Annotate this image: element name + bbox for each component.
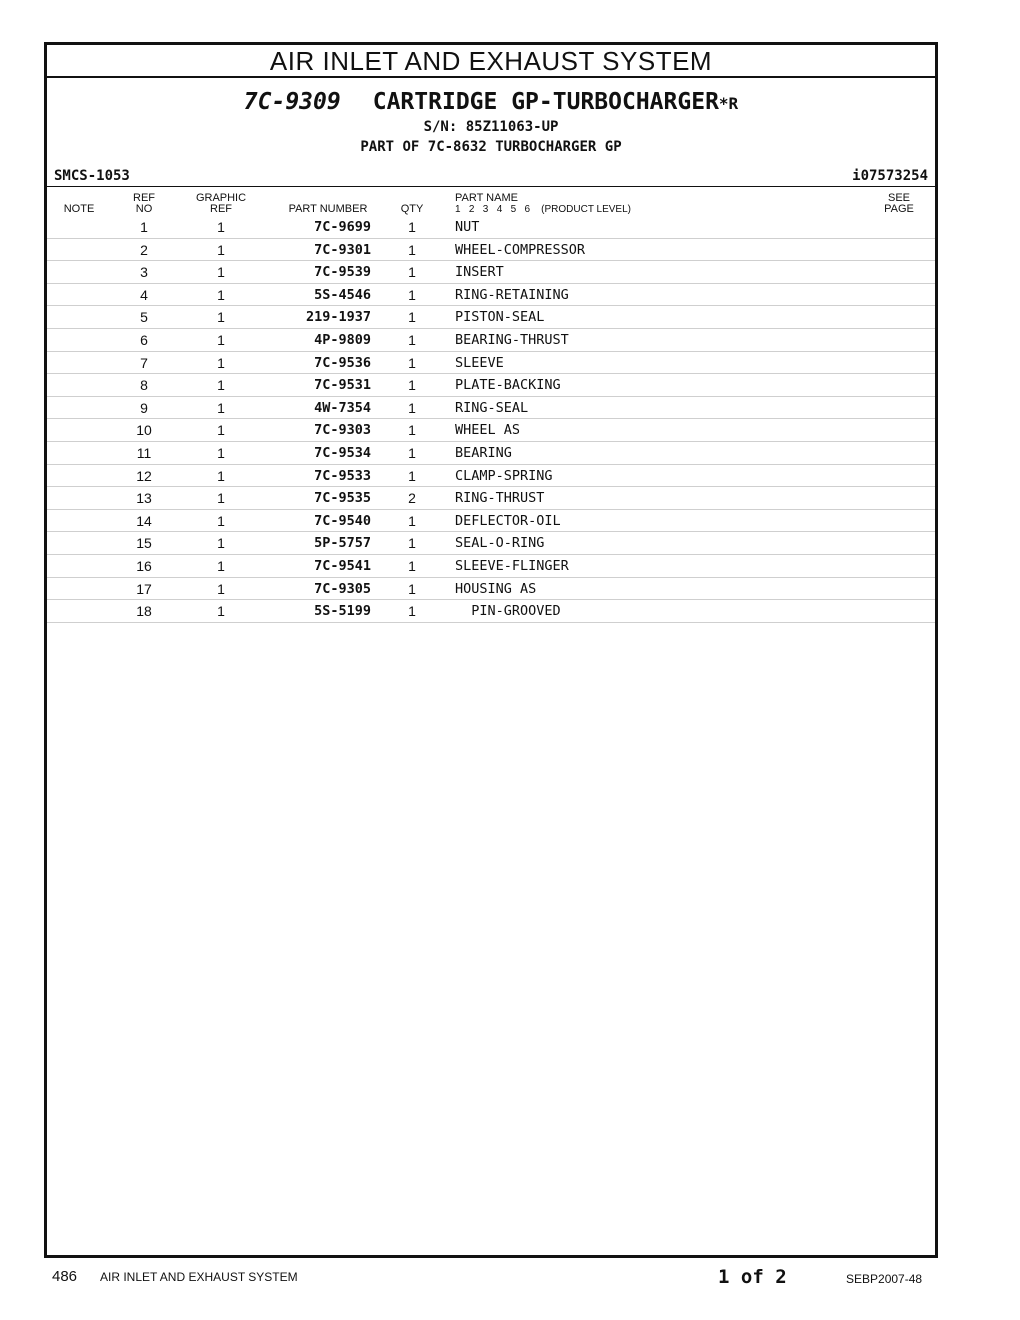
graphic-ref-cell: 1: [217, 399, 225, 416]
table-row: [47, 306, 935, 329]
parts-table-body: [47, 216, 935, 623]
qty-cell: 1: [408, 264, 416, 281]
qty-cell: 1: [408, 354, 416, 371]
part-number-cell: 7C-9541: [314, 557, 371, 574]
column-header-graphic-ref: [193, 193, 249, 215]
group-name: CARTRIDGE GP-TURBOCHARGER: [372, 89, 719, 115]
ref-no-cell: 18: [136, 603, 152, 620]
graphic-ref-cell: 1: [217, 377, 225, 394]
graphic-ref-cell: 1: [217, 354, 225, 371]
ref-no-cell: 2: [140, 241, 148, 258]
part-number-cell: 7C-9535: [314, 490, 371, 507]
illustration-id: i07573254: [852, 168, 928, 184]
group-part-number: 7C-9309: [243, 89, 341, 115]
column-header-note: NOTE: [63, 203, 95, 215]
part-number-cell: 4W-7354: [314, 399, 371, 416]
qty-cell: 1: [408, 377, 416, 394]
column-header-ref-top: REF: [133, 192, 155, 204]
column-header-product-levels: 1 2 3 4 5 6 (PRODUCT LEVEL): [455, 204, 631, 215]
qty-cell: 2: [408, 490, 416, 507]
ref-no-cell: 7: [140, 354, 148, 371]
part-number-cell: 7C-9539: [314, 264, 371, 281]
table-row: [47, 510, 935, 533]
qty-cell: 1: [408, 309, 416, 326]
column-header-part-name-label: PART NAME: [455, 192, 518, 204]
ref-no-cell: 14: [136, 512, 152, 529]
column-header-qty: QTY: [400, 203, 424, 215]
part-name-cell: PLATE-BACKING: [455, 377, 561, 394]
part-of-line: PART OF 7C-8632 TURBOCHARGER GP: [360, 139, 622, 155]
part-number-cell: 7C-9533: [314, 467, 371, 484]
part-number-cell: 7C-9536: [314, 354, 371, 371]
qty-cell: 1: [408, 331, 416, 348]
graphic-ref-cell: 1: [217, 309, 225, 326]
qty-cell: 1: [408, 603, 416, 620]
part-name-cell: WHEEL-COMPRESSOR: [455, 241, 586, 258]
qty-cell: 1: [408, 399, 416, 416]
qty-cell: 1: [408, 422, 416, 439]
qty-cell: 1: [408, 219, 416, 235]
serial-range: S/N: 85Z11063-UP: [423, 119, 559, 135]
column-header-see-bottom: PAGE: [884, 203, 914, 215]
ref-no-cell: 4: [140, 286, 148, 303]
part-number-cell: 219-1937: [305, 309, 371, 326]
ref-no-cell: 5: [140, 309, 148, 326]
graphic-ref-cell: 1: [217, 490, 225, 507]
part-name-cell: BEARING: [455, 444, 512, 461]
table-row: [47, 465, 935, 488]
table-row: [47, 442, 935, 465]
part-name-cell: SLEEVE-FLINGER: [455, 557, 569, 574]
part-number-cell: 7C-9540: [314, 512, 371, 529]
part-name-cell: PIN-GROOVED: [455, 603, 561, 620]
graphic-ref-cell: 1: [217, 286, 225, 303]
graphic-ref-cell: 1: [217, 467, 225, 484]
qty-cell: 1: [408, 535, 416, 552]
page-of-indicator: 1 of 2: [718, 1266, 787, 1288]
part-name-cell: SEAL-O-RING: [455, 535, 545, 552]
part-name-cell: WHEEL AS: [455, 422, 521, 439]
ref-no-cell: 9: [140, 399, 148, 416]
header-divider: [47, 186, 935, 187]
page-footer: [0, 1268, 1020, 1292]
part-name-cell: SLEEVE: [455, 354, 504, 371]
page-number: 486: [52, 1268, 78, 1285]
part-name-cell: PISTON-SEAL: [455, 309, 545, 326]
group-marker: *R: [718, 94, 739, 113]
ref-no-cell: 16: [136, 557, 152, 574]
part-name-cell: INSERT: [455, 264, 504, 281]
table-row: [47, 352, 935, 375]
part-number-cell: 7C-9305: [314, 580, 371, 597]
graphic-ref-cell: 1: [217, 422, 225, 439]
parts-page-frame: [44, 42, 938, 1258]
column-header-see-page: [879, 193, 919, 215]
part-name-cell: DEFLECTOR-OIL: [455, 512, 561, 529]
part-number-cell: 7C-9531: [314, 377, 371, 394]
ref-no-cell: 6: [140, 331, 148, 348]
qty-cell: 1: [408, 286, 416, 303]
ref-no-cell: 3: [140, 264, 148, 281]
table-row: [47, 216, 935, 239]
part-number-cell: 7C-9301: [314, 241, 371, 258]
table-row: [47, 532, 935, 555]
part-number-cell: 5P-5757: [314, 535, 371, 552]
qty-cell: 1: [408, 557, 416, 574]
part-name-cell: CLAMP-SPRING: [455, 467, 553, 484]
graphic-ref-cell: 1: [217, 331, 225, 348]
table-row: [47, 329, 935, 352]
part-name-cell: RING-RETAINING: [455, 286, 569, 303]
graphic-ref-cell: 1: [217, 219, 225, 235]
column-header-part-name: [455, 193, 631, 215]
table-row: [47, 578, 935, 601]
part-name-cell: RING-SEAL: [455, 399, 529, 416]
part-number-cell: 4P-9809: [314, 331, 371, 348]
section-title: AIR INLET AND EXHAUST SYSTEM: [47, 45, 935, 78]
column-header-graphic-bottom: REF: [210, 203, 232, 215]
ref-no-cell: 15: [136, 535, 152, 552]
part-name-cell: HOUSING AS: [455, 580, 537, 597]
part-number-cell: 7C-9534: [314, 444, 371, 461]
table-row: [47, 600, 935, 623]
table-row: [47, 397, 935, 420]
column-header-ref-no: [129, 193, 159, 215]
smcs-code: SMCS-1053: [54, 168, 130, 184]
column-header-graphic-top: GRAPHIC: [195, 192, 247, 204]
part-number-cell: 7C-9699: [314, 219, 371, 235]
table-row: [47, 555, 935, 578]
group-headline: [47, 89, 935, 115]
graphic-ref-cell: 1: [217, 444, 225, 461]
graphic-ref-cell: 1: [217, 512, 225, 529]
part-number-cell: 5S-4546: [314, 286, 371, 303]
graphic-ref-cell: 1: [217, 241, 225, 258]
table-row: [47, 261, 935, 284]
part-name-cell: BEARING-THRUST: [455, 331, 569, 348]
qty-cell: 1: [408, 580, 416, 597]
footer-section: AIR INLET AND EXHAUST SYSTEM: [100, 1270, 298, 1284]
qty-cell: 1: [408, 512, 416, 529]
graphic-ref-cell: 1: [217, 580, 225, 597]
part-number-cell: 7C-9303: [314, 422, 371, 439]
qty-cell: 1: [408, 467, 416, 484]
ref-no-cell: 11: [136, 444, 152, 461]
column-header-ref-bottom: NO: [135, 203, 153, 215]
qty-cell: 1: [408, 241, 416, 258]
table-row: [47, 487, 935, 510]
part-name-cell: NUT: [455, 219, 480, 235]
graphic-ref-cell: 1: [217, 557, 225, 574]
ref-no-cell: 17: [136, 580, 152, 597]
part-number-cell: 5S-5199: [314, 603, 371, 620]
graphic-ref-cell: 1: [217, 535, 225, 552]
part-name-cell: RING-THRUST: [455, 490, 545, 507]
table-row: [47, 374, 935, 397]
ref-no-cell: 12: [136, 467, 152, 484]
qty-cell: 1: [408, 444, 416, 461]
column-header-see-top: SEE: [887, 192, 910, 204]
table-row: [47, 419, 935, 442]
ref-no-cell: 1: [140, 219, 148, 235]
ref-no-cell: 8: [140, 377, 148, 394]
ref-no-cell: 13: [136, 490, 152, 507]
table-row: [47, 284, 935, 307]
graphic-ref-cell: 1: [217, 264, 225, 281]
graphic-ref-cell: 1: [217, 603, 225, 620]
document-id: SEBP2007-48: [846, 1272, 923, 1286]
ref-no-cell: 10: [136, 422, 152, 439]
column-header-part-number: PART NUMBER: [288, 203, 368, 215]
table-row: [47, 239, 935, 262]
